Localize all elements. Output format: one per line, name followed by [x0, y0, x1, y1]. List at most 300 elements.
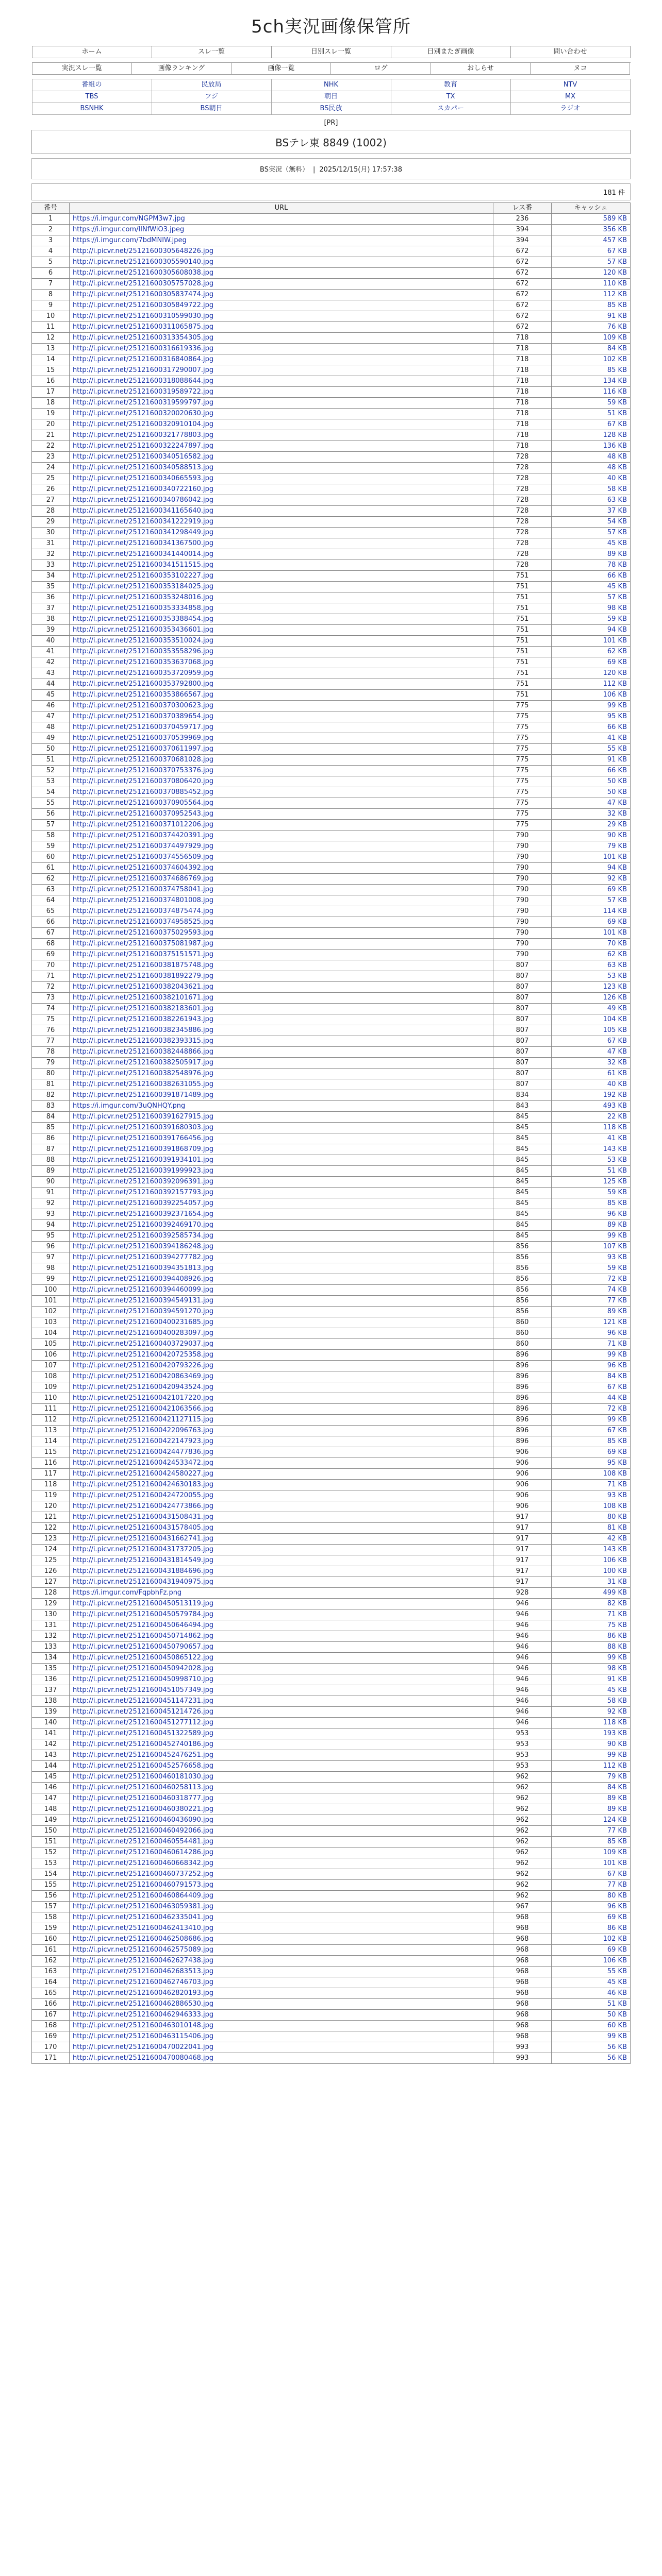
- image-url-link[interactable]: http://i.picvr.net/25121600374497929.jpg: [73, 842, 214, 850]
- image-url[interactable]: [70, 798, 493, 809]
- cache-size-link[interactable]: 109 KB: [603, 334, 627, 342]
- cache-size[interactable]: [552, 300, 631, 311]
- cache-size[interactable]: [552, 950, 631, 960]
- cache-size-link[interactable]: 48 KB: [607, 464, 627, 471]
- cache-size-link[interactable]: 59 KB: [607, 1264, 627, 1272]
- cache-size-link[interactable]: 96 KB: [607, 1210, 627, 1218]
- image-url-link[interactable]: http://i.picvr.net/25121600370753376.jpg: [73, 767, 214, 774]
- image-url-link[interactable]: http://i.picvr.net/25121600460864409.jpg: [73, 1892, 214, 1900]
- image-url[interactable]: [70, 1501, 493, 1512]
- image-url-link[interactable]: http://i.picvr.net/25121600450790657.jpg: [73, 1643, 214, 1651]
- image-url-link[interactable]: http://i.picvr.net/25121600470080468.jpg: [73, 2054, 214, 2062]
- image-url[interactable]: [70, 235, 493, 246]
- cache-size[interactable]: [552, 354, 631, 365]
- cache-size-link[interactable]: 124 KB: [603, 1816, 627, 1824]
- image-url[interactable]: [70, 625, 493, 636]
- cache-size-link[interactable]: 56 KB: [607, 2043, 627, 2051]
- image-url[interactable]: [70, 1350, 493, 1361]
- image-url-link[interactable]: http://i.picvr.net/25121600353334858.jpg: [73, 604, 214, 612]
- cache-size[interactable]: [552, 1912, 631, 1923]
- image-url-link[interactable]: http://i.picvr.net/25121600463059381.jpg: [73, 1903, 214, 1910]
- cache-size-link[interactable]: 45 KB: [607, 539, 627, 547]
- image-url-link[interactable]: http://i.picvr.net/25121600375081987.jpg: [73, 940, 214, 947]
- cache-size-link[interactable]: 118 KB: [603, 1719, 627, 1726]
- image-url[interactable]: [70, 895, 493, 906]
- image-url[interactable]: [70, 1707, 493, 1718]
- image-url-link[interactable]: http://i.picvr.net/25121600460791573.jpg: [73, 1881, 214, 1889]
- cache-size-link[interactable]: 41 KB: [607, 734, 627, 742]
- image-url[interactable]: [70, 1090, 493, 1101]
- cache-size[interactable]: [552, 333, 631, 344]
- image-url-link[interactable]: http://i.picvr.net/25121600320910104.jpg: [73, 420, 214, 428]
- cache-size[interactable]: [552, 365, 631, 376]
- image-url[interactable]: [70, 1653, 493, 1664]
- image-url[interactable]: [70, 1166, 493, 1177]
- image-url[interactable]: [70, 290, 493, 300]
- cache-size[interactable]: [552, 982, 631, 993]
- image-url-link[interactable]: http://i.picvr.net/25121600310599030.jpg: [73, 312, 214, 320]
- channel-link[interactable]: BS民放: [272, 103, 391, 115]
- image-url-link[interactable]: http://i.picvr.net/25121600450513119.jpg: [73, 1600, 214, 1607]
- cache-size-link[interactable]: 72 KB: [607, 1275, 627, 1283]
- image-url-link[interactable]: http://i.picvr.net/25121600370952543.jpg: [73, 810, 214, 818]
- cache-size[interactable]: [552, 636, 631, 647]
- image-url[interactable]: [70, 614, 493, 625]
- cache-size-link[interactable]: 84 KB: [607, 1372, 627, 1380]
- image-url[interactable]: [70, 1599, 493, 1609]
- cache-size-link[interactable]: 110 KB: [603, 280, 627, 287]
- cache-size-link[interactable]: 108 KB: [603, 1502, 627, 1510]
- cache-size[interactable]: [552, 895, 631, 906]
- channel-link[interactable]: BSNHK: [32, 103, 152, 115]
- image-url[interactable]: [70, 1415, 493, 1426]
- image-url-link[interactable]: http://i.picvr.net/25121600353248016.jpg: [73, 594, 214, 601]
- cache-size-link[interactable]: 37 KB: [607, 507, 627, 515]
- cache-size[interactable]: [552, 1891, 631, 1902]
- cache-size[interactable]: [552, 960, 631, 971]
- cache-size-link[interactable]: 90 KB: [607, 832, 627, 839]
- image-url[interactable]: [70, 1328, 493, 1339]
- image-url[interactable]: [70, 668, 493, 679]
- image-url[interactable]: [70, 409, 493, 419]
- cache-size-link[interactable]: 120 KB: [603, 269, 627, 277]
- cache-size[interactable]: [552, 917, 631, 928]
- cache-size[interactable]: [552, 1404, 631, 1415]
- image-url-link[interactable]: http://i.picvr.net/25121600450646494.jpg: [73, 1621, 214, 1629]
- image-url-link[interactable]: http://i.picvr.net/25121600400231685.jpg: [73, 1318, 214, 1326]
- cache-size[interactable]: [552, 831, 631, 841]
- cache-size[interactable]: [552, 993, 631, 1004]
- image-url[interactable]: [70, 1739, 493, 1750]
- image-url-link[interactable]: http://i.picvr.net/25121600313354305.jpg: [73, 334, 214, 342]
- cache-size[interactable]: [552, 279, 631, 290]
- cache-size[interactable]: [552, 1523, 631, 1534]
- cache-size[interactable]: [552, 1804, 631, 1815]
- cache-size-link[interactable]: 101 KB: [603, 853, 627, 861]
- image-url[interactable]: [70, 1490, 493, 1501]
- image-url[interactable]: [70, 1058, 493, 1069]
- image-url-link[interactable]: http://i.picvr.net/25121600382548976.jpg: [73, 1070, 214, 1077]
- image-url[interactable]: [70, 1609, 493, 1620]
- cache-size[interactable]: [552, 841, 631, 852]
- cache-size[interactable]: [552, 1945, 631, 1956]
- image-url-link[interactable]: http://i.picvr.net/25121600460737252.jpg: [73, 1870, 214, 1878]
- pr-label[interactable]: [PR]: [324, 119, 338, 127]
- image-url[interactable]: [70, 766, 493, 776]
- image-url-link[interactable]: http://i.picvr.net/25121600340665593.jpg: [73, 474, 214, 482]
- image-url[interactable]: [70, 939, 493, 950]
- image-url[interactable]: [70, 820, 493, 831]
- cache-size-link[interactable]: 99 KB: [607, 2032, 627, 2040]
- nav-log[interactable]: ログ: [331, 63, 431, 75]
- image-url-link[interactable]: http://i.picvr.net/25121600462886530.jpg: [73, 2000, 214, 2008]
- cache-size-link[interactable]: 93 KB: [607, 1253, 627, 1261]
- image-url[interactable]: [70, 1025, 493, 1036]
- cache-size[interactable]: [552, 2021, 631, 2031]
- image-url[interactable]: [70, 495, 493, 506]
- image-url-link[interactable]: http://i.picvr.net/25121600392469170.jpg: [73, 1221, 214, 1229]
- cache-size-link[interactable]: 85 KB: [607, 301, 627, 309]
- cache-size[interactable]: [552, 1674, 631, 1685]
- cache-size[interactable]: [552, 2042, 631, 2053]
- cache-size-link[interactable]: 85 KB: [607, 366, 627, 374]
- cache-size[interactable]: [552, 484, 631, 495]
- image-url-link[interactable]: http://i.picvr.net/25121600451147231.jpg: [73, 1697, 214, 1705]
- image-url-link[interactable]: http://i.picvr.net/25121600305648226.jpg: [73, 247, 214, 255]
- image-url[interactable]: [70, 1209, 493, 1220]
- image-url-link[interactable]: http://i.picvr.net/25121600450865122.jpg: [73, 1654, 214, 1662]
- image-url-link[interactable]: http://i.picvr.net/25121600451277112.jpg: [73, 1719, 214, 1726]
- cache-size-link[interactable]: 45 KB: [607, 583, 627, 590]
- cache-size-link[interactable]: 96 KB: [607, 1362, 627, 1369]
- cache-size[interactable]: [552, 1956, 631, 1967]
- cache-size-link[interactable]: 96 KB: [607, 1329, 627, 1337]
- image-url[interactable]: [70, 1750, 493, 1761]
- cache-size-link[interactable]: 66 KB: [607, 572, 627, 580]
- image-url[interactable]: [70, 993, 493, 1004]
- cache-size-link[interactable]: 61 KB: [607, 1070, 627, 1077]
- image-url[interactable]: [70, 257, 493, 268]
- cache-size-link[interactable]: 85 KB: [607, 1838, 627, 1845]
- cache-size[interactable]: [552, 625, 631, 636]
- cache-size[interactable]: [552, 1004, 631, 1014]
- image-url[interactable]: [70, 1761, 493, 1772]
- cache-size-link[interactable]: 53 KB: [607, 1156, 627, 1164]
- image-url-link[interactable]: https://i.imgur.com/NGPM3w7.jpg: [73, 215, 185, 223]
- image-url-link[interactable]: http://i.picvr.net/25121600424773866.jpg: [73, 1502, 214, 1510]
- cache-size[interactable]: [552, 506, 631, 517]
- cache-size[interactable]: [552, 1242, 631, 1252]
- image-url[interactable]: [70, 333, 493, 344]
- nav-notice[interactable]: おしらせ: [431, 63, 531, 75]
- cache-size-link[interactable]: 89 KB: [607, 1805, 627, 1813]
- cache-size[interactable]: [552, 1166, 631, 1177]
- cache-size-link[interactable]: 46 KB: [607, 1989, 627, 1997]
- cache-size-link[interactable]: 66 KB: [607, 767, 627, 774]
- image-url-link[interactable]: http://i.picvr.net/25121600374420391.jpg: [73, 832, 214, 839]
- cache-size[interactable]: [552, 1069, 631, 1079]
- image-url-link[interactable]: http://i.picvr.net/25121600470022041.jpg: [73, 2043, 214, 2051]
- image-url[interactable]: [70, 917, 493, 928]
- cache-size[interactable]: [552, 1382, 631, 1393]
- cache-size[interactable]: [552, 906, 631, 917]
- image-url[interactable]: [70, 1393, 493, 1404]
- image-url[interactable]: [70, 387, 493, 398]
- image-url-link[interactable]: http://i.picvr.net/25121600382345886.jpg: [73, 1026, 214, 1034]
- cache-size-link[interactable]: 134 KB: [603, 377, 627, 385]
- image-url[interactable]: [70, 1512, 493, 1523]
- cache-size-link[interactable]: 41 KB: [607, 1134, 627, 1142]
- cache-size[interactable]: [552, 1263, 631, 1274]
- image-url[interactable]: [70, 1123, 493, 1133]
- cache-size[interactable]: [552, 647, 631, 657]
- image-url-link[interactable]: http://i.picvr.net/25121600311065875.jpg: [73, 323, 214, 331]
- nav-live-thread-list[interactable]: 実況スレ一覧: [32, 63, 132, 75]
- image-url[interactable]: [70, 2031, 493, 2042]
- cache-size[interactable]: [552, 1426, 631, 1436]
- image-url[interactable]: [70, 452, 493, 463]
- cache-size-link[interactable]: 102 KB: [603, 355, 627, 363]
- image-url[interactable]: [70, 1220, 493, 1231]
- image-url[interactable]: [70, 841, 493, 852]
- image-url[interactable]: [70, 701, 493, 711]
- image-url-link[interactable]: http://i.picvr.net/25121600463115406.jpg: [73, 2032, 214, 2040]
- image-url[interactable]: [70, 1469, 493, 1480]
- image-url[interactable]: [70, 582, 493, 592]
- image-url[interactable]: [70, 354, 493, 365]
- image-url[interactable]: [70, 1307, 493, 1317]
- cache-size-link[interactable]: 104 KB: [603, 1015, 627, 1023]
- channel-link[interactable]: スカパー: [391, 103, 511, 115]
- cache-size-link[interactable]: 128 KB: [603, 431, 627, 439]
- image-url-link[interactable]: http://i.picvr.net/25121600462746703.jpg: [73, 1978, 214, 1986]
- image-url[interactable]: [70, 1923, 493, 1934]
- image-url-link[interactable]: http://i.picvr.net/25121600391680303.jpg: [73, 1124, 214, 1131]
- channel-link[interactable]: NHK: [272, 79, 391, 91]
- cache-size-link[interactable]: 67 KB: [607, 1427, 627, 1434]
- image-url[interactable]: [70, 733, 493, 744]
- image-url[interactable]: [70, 906, 493, 917]
- image-url-link[interactable]: http://i.picvr.net/25121600340588513.jpg: [73, 464, 214, 471]
- image-url[interactable]: [70, 1317, 493, 1328]
- cache-size-link[interactable]: 63 KB: [607, 961, 627, 969]
- cache-size[interactable]: [552, 398, 631, 409]
- image-url-link[interactable]: http://i.picvr.net/25121600450579784.jpg: [73, 1611, 214, 1618]
- cache-size-link[interactable]: 116 KB: [603, 388, 627, 396]
- image-url[interactable]: [70, 1988, 493, 1999]
- cache-size-link[interactable]: 80 KB: [607, 1513, 627, 1521]
- cache-size-link[interactable]: 50 KB: [607, 777, 627, 785]
- cache-size-link[interactable]: 67 KB: [607, 420, 627, 428]
- cache-size[interactable]: [552, 1101, 631, 1112]
- image-url[interactable]: [70, 1534, 493, 1545]
- cache-size[interactable]: [552, 668, 631, 679]
- cache-size[interactable]: [552, 1123, 631, 1133]
- cache-size-link[interactable]: 50 KB: [607, 788, 627, 796]
- cache-size-link[interactable]: 84 KB: [607, 345, 627, 352]
- image-url[interactable]: [70, 1458, 493, 1469]
- image-url-link[interactable]: http://i.picvr.net/25121600353637068.jpg: [73, 658, 214, 666]
- image-url-link[interactable]: http://i.picvr.net/25121600431884696.jpg: [73, 1567, 214, 1575]
- image-url-link[interactable]: http://i.picvr.net/25121600392157793.jpg: [73, 1189, 214, 1196]
- image-url[interactable]: [70, 1783, 493, 1793]
- cache-size[interactable]: [552, 733, 631, 744]
- image-url-link[interactable]: http://i.picvr.net/25121600452576658.jpg: [73, 1762, 214, 1770]
- image-url-link[interactable]: http://i.picvr.net/25121600353102227.jpg: [73, 572, 214, 580]
- cache-size-link[interactable]: 77 KB: [607, 1297, 627, 1304]
- cache-size[interactable]: [552, 495, 631, 506]
- image-url[interactable]: [70, 1242, 493, 1252]
- image-url[interactable]: [70, 538, 493, 549]
- image-url-link[interactable]: http://i.picvr.net/25121600460668342.jpg: [73, 1859, 214, 1867]
- image-url[interactable]: [70, 1047, 493, 1058]
- cache-size[interactable]: [552, 1685, 631, 1696]
- image-url[interactable]: [70, 657, 493, 668]
- cache-size-link[interactable]: 89 KB: [607, 1221, 627, 1229]
- image-url-link[interactable]: http://i.picvr.net/25121600353558296.jpg: [73, 648, 214, 655]
- cache-size-link[interactable]: 136 KB: [603, 442, 627, 450]
- image-url[interactable]: [70, 831, 493, 841]
- cache-size-link[interactable]: 126 KB: [603, 994, 627, 1002]
- image-url[interactable]: [70, 1718, 493, 1728]
- image-url[interactable]: [70, 1296, 493, 1307]
- cache-size-link[interactable]: 57 KB: [607, 529, 627, 536]
- cache-size-link[interactable]: 55 KB: [607, 745, 627, 753]
- cache-size[interactable]: [552, 1274, 631, 1285]
- image-url-link[interactable]: http://i.picvr.net/25121600316840864.jpg: [73, 355, 214, 363]
- cache-size[interactable]: [552, 1144, 631, 1155]
- cache-size[interactable]: [552, 722, 631, 733]
- image-url[interactable]: [70, 971, 493, 982]
- image-url-link[interactable]: http://i.picvr.net/25121600391871489.jpg: [73, 1091, 214, 1099]
- cache-size-link[interactable]: 99 KB: [607, 1416, 627, 1423]
- cache-size[interactable]: [552, 1988, 631, 1999]
- cache-size[interactable]: [552, 1977, 631, 1988]
- image-url-link[interactable]: http://i.picvr.net/25121600340722160.jpg: [73, 485, 214, 493]
- cache-size[interactable]: [552, 409, 631, 419]
- cache-size[interactable]: [552, 755, 631, 766]
- image-url-link[interactable]: http://i.picvr.net/25121600424720055.jpg: [73, 1492, 214, 1499]
- cache-size[interactable]: [552, 225, 631, 235]
- image-url-link[interactable]: http://i.picvr.net/25121600340516582.jpg: [73, 453, 214, 461]
- image-url-link[interactable]: http://i.picvr.net/25121600381875748.jpg: [73, 961, 214, 969]
- cache-size[interactable]: [552, 571, 631, 582]
- image-url-link[interactable]: http://i.picvr.net/25121600394460099.jpg: [73, 1286, 214, 1294]
- cache-size[interactable]: [552, 473, 631, 484]
- cache-size-link[interactable]: 98 KB: [607, 604, 627, 612]
- image-url[interactable]: [70, 1101, 493, 1112]
- image-url-link[interactable]: http://i.picvr.net/25121600321778803.jpg: [73, 431, 214, 439]
- image-url[interactable]: [70, 690, 493, 701]
- image-url-link[interactable]: http://i.picvr.net/25121600462627438.jpg: [73, 1957, 214, 1964]
- cache-size-link[interactable]: 493 KB: [603, 1102, 627, 1110]
- cache-size[interactable]: [552, 939, 631, 950]
- cache-size-link[interactable]: 99 KB: [607, 1751, 627, 1759]
- image-url-link[interactable]: http://i.picvr.net/25121600370885452.jpg: [73, 788, 214, 796]
- cache-size-link[interactable]: 85 KB: [607, 1199, 627, 1207]
- cache-size-link[interactable]: 108 KB: [603, 1470, 627, 1478]
- image-url-link[interactable]: http://i.picvr.net/25121600374801008.jpg: [73, 896, 214, 904]
- channel-link[interactable]: 番組の: [32, 79, 152, 91]
- image-url-link[interactable]: http://i.picvr.net/25121600370611997.jpg: [73, 745, 214, 753]
- cache-size-link[interactable]: 44 KB: [607, 1394, 627, 1402]
- cache-size[interactable]: [552, 809, 631, 820]
- image-url-link[interactable]: http://i.picvr.net/25121600420725358.jpg: [73, 1351, 214, 1359]
- cache-size[interactable]: [552, 311, 631, 322]
- cache-size-link[interactable]: 101 KB: [603, 1859, 627, 1867]
- cache-size[interactable]: [552, 1133, 631, 1144]
- nav-home[interactable]: ホーム: [32, 46, 152, 58]
- cache-size[interactable]: [552, 582, 631, 592]
- image-url-link[interactable]: http://i.picvr.net/25121600431578405.jpg: [73, 1524, 214, 1532]
- channel-link[interactable]: BS朝日: [152, 103, 272, 115]
- image-url-link[interactable]: http://i.picvr.net/25121600462413410.jpg: [73, 1924, 214, 1932]
- image-url-link[interactable]: http://i.picvr.net/25121600460436090.jpg: [73, 1816, 214, 1824]
- image-url-link[interactable]: http://i.picvr.net/25121600394277782.jpg: [73, 1253, 214, 1261]
- image-url-link[interactable]: http://i.picvr.net/25121600420863469.jpg: [73, 1372, 214, 1380]
- image-url[interactable]: [70, 1945, 493, 1956]
- image-url-link[interactable]: http://i.picvr.net/25121600462820193.jpg: [73, 1989, 214, 1997]
- cache-size[interactable]: [552, 2053, 631, 2064]
- cache-size-link[interactable]: 91 KB: [607, 756, 627, 764]
- image-url[interactable]: [70, 928, 493, 939]
- image-url[interactable]: [70, 1848, 493, 1858]
- image-url-link[interactable]: https://i.imgur.com/3uQNHQY.png: [73, 1102, 186, 1110]
- cache-size[interactable]: [552, 1209, 631, 1220]
- image-url-link[interactable]: http://i.picvr.net/25121600374686769.jpg: [73, 875, 214, 883]
- cache-size-link[interactable]: 59 KB: [607, 615, 627, 623]
- image-url[interactable]: [70, 1891, 493, 1902]
- cache-size[interactable]: [552, 1025, 631, 1036]
- cache-size[interactable]: [552, 1783, 631, 1793]
- image-url-link[interactable]: http://i.picvr.net/25121600424477836.jpg: [73, 1448, 214, 1456]
- image-url-link[interactable]: http://i.picvr.net/25121600370905564.jpg: [73, 799, 214, 807]
- image-url[interactable]: [70, 214, 493, 225]
- cache-size[interactable]: [552, 322, 631, 333]
- cache-size[interactable]: [552, 1512, 631, 1523]
- cache-size-link[interactable]: 48 KB: [607, 453, 627, 461]
- image-url-link[interactable]: http://i.picvr.net/25121600353792800.jpg: [73, 680, 214, 688]
- cache-size[interactable]: [552, 463, 631, 473]
- image-url[interactable]: [70, 1642, 493, 1653]
- image-url-link[interactable]: http://i.picvr.net/25121600382183601.jpg: [73, 1005, 214, 1012]
- cache-size-link[interactable]: 589 KB: [603, 215, 627, 223]
- cache-size[interactable]: [552, 603, 631, 614]
- image-url[interactable]: [70, 1869, 493, 1880]
- image-url-link[interactable]: http://i.picvr.net/25121600391999923.jpg: [73, 1167, 214, 1175]
- cache-size[interactable]: [552, 1480, 631, 1490]
- cache-size-link[interactable]: 67 KB: [607, 1383, 627, 1391]
- image-url-link[interactable]: http://i.picvr.net/25121600420943524.jpg: [73, 1383, 214, 1391]
- cache-size[interactable]: [552, 1447, 631, 1458]
- cache-size[interactable]: [552, 1555, 631, 1566]
- cache-size[interactable]: [552, 766, 631, 776]
- cache-size[interactable]: [552, 1545, 631, 1555]
- channel-link[interactable]: ラジオ: [511, 103, 631, 115]
- cache-size-link[interactable]: 67 KB: [607, 247, 627, 255]
- image-url[interactable]: [70, 1837, 493, 1848]
- image-url[interactable]: [70, 463, 493, 473]
- cache-size[interactable]: [552, 290, 631, 300]
- image-url-link[interactable]: http://i.picvr.net/25121600382448866.jpg: [73, 1048, 214, 1056]
- image-url[interactable]: [70, 1112, 493, 1123]
- channel-link[interactable]: 朝日: [272, 91, 391, 103]
- cache-size[interactable]: [552, 452, 631, 463]
- cache-size[interactable]: [552, 1534, 631, 1545]
- cache-size[interactable]: [552, 1317, 631, 1328]
- cache-size-link[interactable]: 58 KB: [607, 1697, 627, 1705]
- image-url[interactable]: [70, 1772, 493, 1783]
